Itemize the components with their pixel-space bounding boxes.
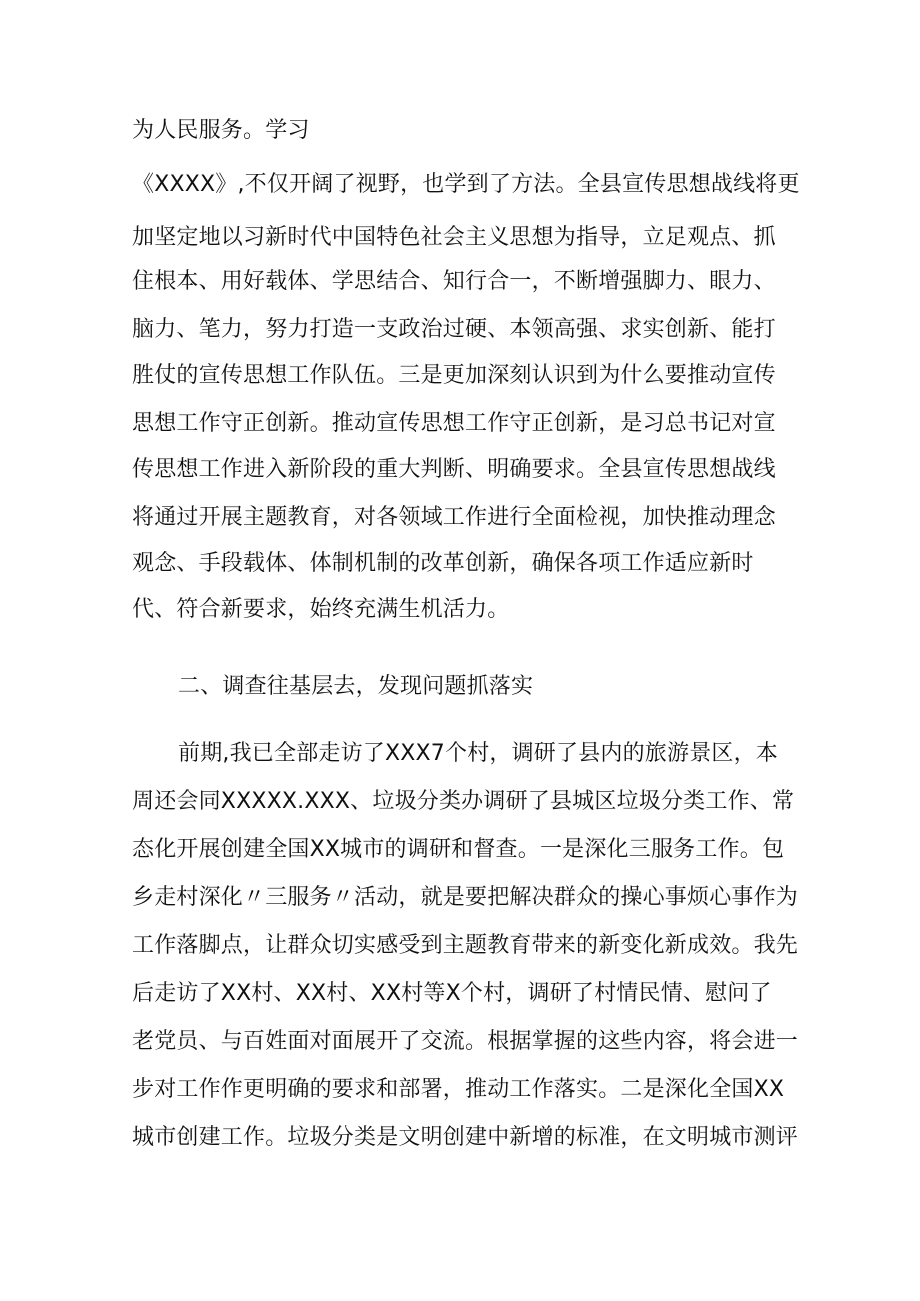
text-line: 代、符合新要求，始终充满生机活力。 bbox=[132, 597, 510, 622]
text-line: 后走访了XX村、XX村、XX村等X个村，调研了村情民情、慰问了 bbox=[132, 981, 772, 1006]
text-line: 态化开展创建全国XX城市的调研和督查。一是深化三服务工作。包 bbox=[132, 837, 785, 862]
text-line: 周还会同XXXXX.XXX、垃圾分类办调研了县城区垃圾分类工作、常 bbox=[132, 789, 795, 814]
text-line: 住根本、用好载体、学思结合、知行合一，不断增强脚力、眼力、 bbox=[132, 269, 776, 294]
text-line: 步对工作作更明确的要求和部署，推动工作落实。二是深化全国XX bbox=[132, 1077, 785, 1102]
text-line: 观念、手段载体、体制机制的改革创新，确保各项工作适应新时 bbox=[132, 551, 754, 576]
text-line: 思想工作守正创新。推动宣传思想工作守正创新，是习总书记对宣 bbox=[132, 411, 776, 436]
text-line: 传思想工作进入新阶段的重大判断、明确要求。全县宣传思想战线 bbox=[132, 457, 776, 482]
text-line: 胜仗的宣传思想工作队伍。三是更加深刻认识到为什么要推动宣传 bbox=[132, 363, 776, 388]
section-heading: 二、调查往基层去，发现问题抓落实 bbox=[178, 674, 534, 699]
text-line: 乡走村深化〃三服务〃活动，就是要把解决群众的操心事烦心事作为 bbox=[132, 885, 799, 910]
text-line: 脑力、笔力，努力打造一支政治过硬、本领高强、求实创新、能打 bbox=[132, 317, 776, 342]
text-line: 前期,我已全部走访了XXX7个村，调研了县内的旅游景区，本 bbox=[178, 741, 779, 766]
text-line: 城市创建工作。垃圾分类是文明创建中新增的标准，在文明城市测评 bbox=[132, 1125, 799, 1150]
text-line: 加坚定地以习新时代中国特色社会主义思想为指导，立足观点、抓 bbox=[132, 225, 776, 250]
text-line: 老党员、与百姓面对面展开了交流。根据掌握的这些内容，将会进一 bbox=[132, 1029, 799, 1054]
text-line: 《XXXX》,不仅开阔了视野，也学到了方法。全县宣传思想战线将更 bbox=[132, 172, 800, 197]
text-line: 工作落脚点，让群众切实感受到主题教育带来的新变化新成效。我先 bbox=[132, 933, 799, 958]
text-line: 将通过开展主题教育，对各领域工作进行全面检视，加快推动理念 bbox=[132, 505, 776, 530]
text-line: 为人民服务。学习 bbox=[132, 118, 310, 143]
